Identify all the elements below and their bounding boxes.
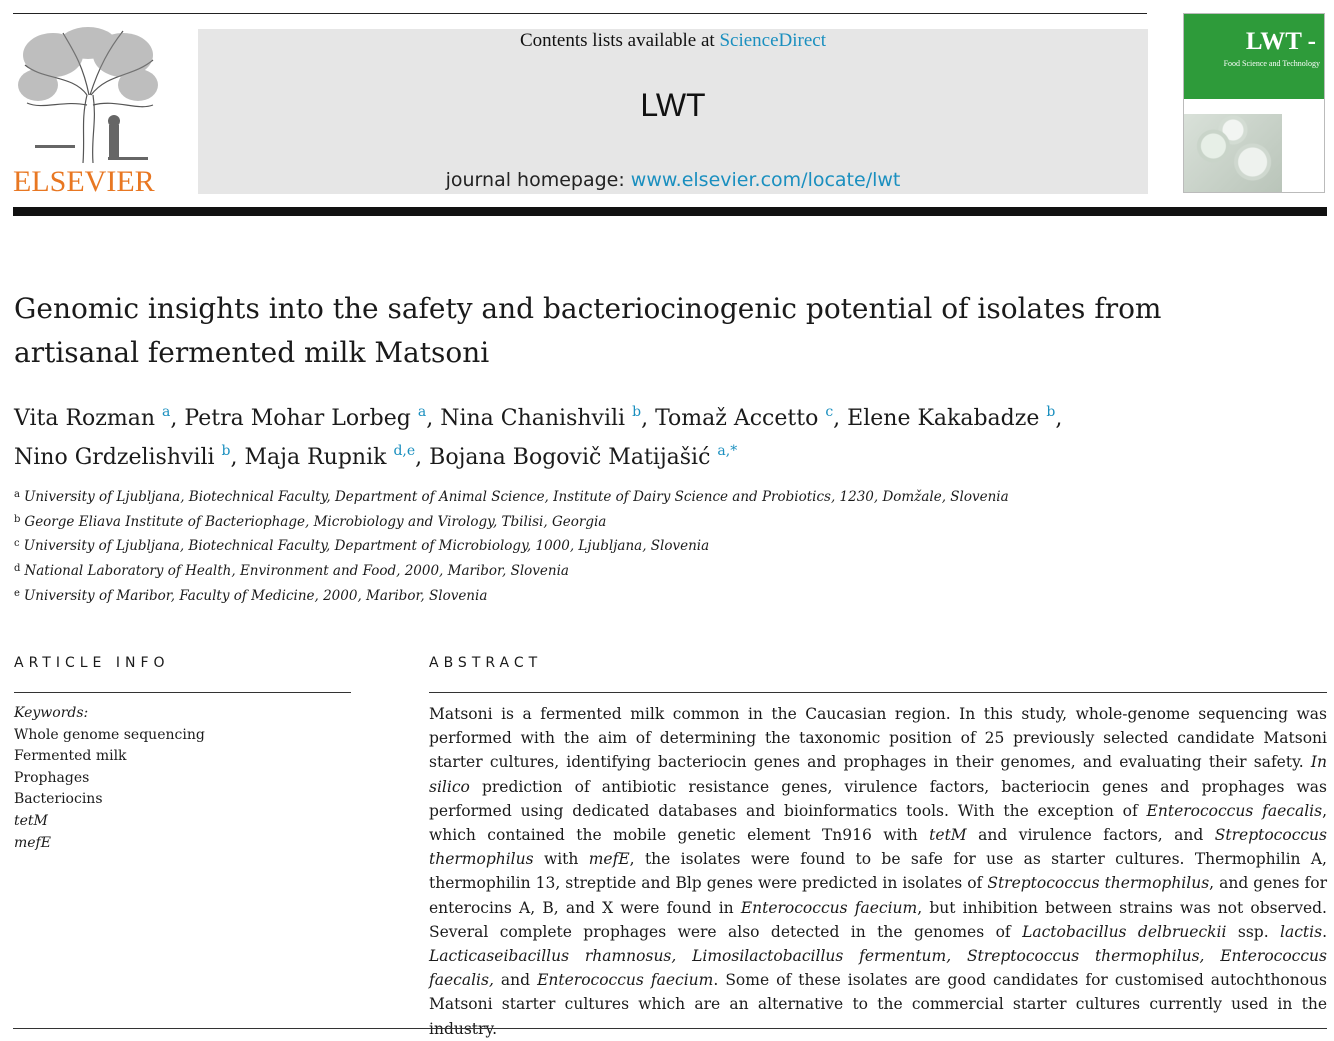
author[interactable]: Bojana Bogovič Matijašić $^{a,*}$ <box>429 443 738 470</box>
keyword: tetM <box>14 812 48 829</box>
abstract-segment: Enterococcus faecalis <box>1146 801 1323 820</box>
contents-prefix: Contents lists available at <box>519 30 720 51</box>
affiliation-mark[interactable]: c <box>825 404 834 420</box>
cover-title: LWT - <box>1245 28 1316 55</box>
abstract-segment: and <box>493 971 538 990</box>
cover-header <box>1184 14 1325 99</box>
abstract-segment: prediction of antibiotic resistance genes, virulence factors, bacteriocin genes and prophages was performed using dedicated databases and bioinformatics tools. With the exception of <box>429 777 1327 820</box>
affiliation-mark[interactable]: b <box>632 404 642 420</box>
abstract-segment: Lactobacillus delbrueckii <box>1022 922 1227 941</box>
abstract-segment: , the isolates were found to be safe for use as starter cultures. Thermophilin A, thermophilin 13, streptide and Blp genes were predicted in isolates of <box>429 850 1327 893</box>
affiliation-item: $^d$ National Laboratory of Health, Environment and Food, 2000, Maribor, Slovenia <box>14 563 569 580</box>
abstract-segment: Streptococcus thermophilus <box>429 826 1327 869</box>
abstract-bottom-rule <box>13 1028 1327 1029</box>
keyword: Whole genome sequencing <box>14 726 205 743</box>
keywords-label: Keywords: <box>14 705 89 721</box>
affiliation-mark[interactable]: a <box>162 404 171 420</box>
journal-name: LWT <box>640 87 706 123</box>
homepage-link[interactable]: www.elsevier.com/locate/lwt <box>630 169 901 191</box>
abstract-segment: mefE <box>588 850 630 869</box>
abstract-segment: Lacticaseibacillus rhamnosus, Limosilactobacillus fermentum, Streptococcus thermophilus, Enterococcus faecalis, <box>429 947 1327 990</box>
author[interactable]: Tomaž Accetto $^c$, <box>655 404 848 431</box>
abstract-segment: Matsoni is a fermented milk common in the Caucasian region. In this study, whole-genome sequencing was performed with the aim of determining the taxonomic position of 25 previously selected candidate Matsoni starter cultures, identifying bacteriocin genes and prophages in their genomes, and evaluating their safety. <box>429 705 1327 772</box>
cover-image <box>1184 114 1282 193</box>
homepage-prefix: journal homepage: <box>445 169 631 191</box>
abstract-segment: tetM <box>929 826 967 845</box>
affiliation-item: $^b$ George Eliava Institute of Bacteriophage, Microbiology and Virology, Tbilisi, Georgia <box>14 513 607 530</box>
abstract-rule <box>429 692 1327 693</box>
article-title: Genomic insights into the safety and bacteriocinogenic potential of isolates from artisanal fermented milk Matsoni <box>14 292 1162 369</box>
sciencedirect-link[interactable]: ScienceDirect <box>719 30 827 51</box>
abstract-segment: and virulence factors, and <box>966 826 1215 845</box>
abstract-text <box>429 702 1327 1041</box>
author[interactable]: Elene Kakabadze $^b$, <box>847 404 1063 431</box>
abstract-segment: , and genes for enterocins A, B, and X were found in <box>429 874 1328 917</box>
journal-cover-thumbnail[interactable] <box>1183 13 1325 193</box>
abstract-segment: , but inhibition between strains was not observed. Several complete prophages were also detected in the genomes of <box>429 898 1327 941</box>
affiliation-mark[interactable]: d,e <box>393 443 416 459</box>
abstract-segment: Streptococcus thermophilus <box>987 874 1210 893</box>
keyword: Bacteriocins <box>14 791 103 808</box>
keyword: Prophages <box>14 769 90 786</box>
header-thick-rule <box>13 207 1327 216</box>
abstract-segment: . Some of these isolates are good candidates for customised autochthonous Matsoni starter cultures which are an alternative to the commercial starter cultures currently used in the industry. <box>429 971 1328 1038</box>
affiliation-mark[interactable]: b <box>1046 404 1056 420</box>
abstract-segment: with <box>533 850 589 869</box>
author[interactable]: Maja Rupnik $^{d,e}$, <box>244 443 430 470</box>
elsevier-logo[interactable] <box>13 25 163 198</box>
elsevier-tree-icon <box>13 25 163 165</box>
keyword: mefE <box>14 834 51 851</box>
author[interactable]: Nino Grdzelishvili $^b$, <box>14 443 245 470</box>
affiliation-item: $^a$ University of Ljubljana, Biotechnical Faculty, Department of Animal Science, Institute of Dairy Science and Probiotics, 1230, Domžale, Slovenia <box>14 489 1009 505</box>
affiliation-mark[interactable]: b <box>221 443 231 459</box>
publisher-wordmark: ELSEVIER <box>13 165 155 198</box>
article-info-heading: ARTICLE INFO <box>14 655 170 671</box>
abstract-segment: lactis <box>1280 922 1323 941</box>
contents-line <box>198 29 1148 53</box>
abstract-segment: Enterococcus faecium <box>537 971 714 990</box>
affiliation-list <box>14 484 1314 608</box>
author[interactable]: Petra Mohar Lorbeg $^a$, <box>184 404 441 431</box>
author[interactable]: Vita Rozman $^a$, <box>14 404 185 431</box>
abstract-segment: , which contained the mobile genetic element Tn916 with <box>429 801 1328 845</box>
keyword: Fermented milk <box>14 748 127 765</box>
abstract-segment: ssp. <box>1226 922 1281 941</box>
article-info-rule <box>14 692 351 693</box>
homepage-line <box>198 169 1148 191</box>
header-top-rule <box>13 13 1147 14</box>
author[interactable]: Nina Chanishvili $^b$, <box>440 404 656 431</box>
keywords-block <box>14 703 344 854</box>
affiliation-mark[interactable]: a <box>417 404 427 420</box>
cover-subtitle: Food Science and Technology <box>1223 59 1320 68</box>
abstract-segment: Enterococcus faecium <box>740 898 918 917</box>
abstract-heading: ABSTRACT <box>429 655 543 671</box>
affiliation-mark[interactable]: a,* <box>717 443 738 459</box>
affiliation-item: $^e$ University of Maribor, Faculty of Medicine, 2000, Maribor, Slovenia <box>14 587 488 604</box>
journal-banner <box>198 29 1148 194</box>
abstract-segment: In silico <box>429 753 1327 796</box>
author-list <box>14 396 1314 474</box>
abstract-segment: . <box>1322 922 1327 941</box>
affiliation-item: $^c$ University of Ljubljana, Biotechnical Faculty, Department of Microbiology, 1000, Ljubljana, Slovenia <box>14 538 710 555</box>
